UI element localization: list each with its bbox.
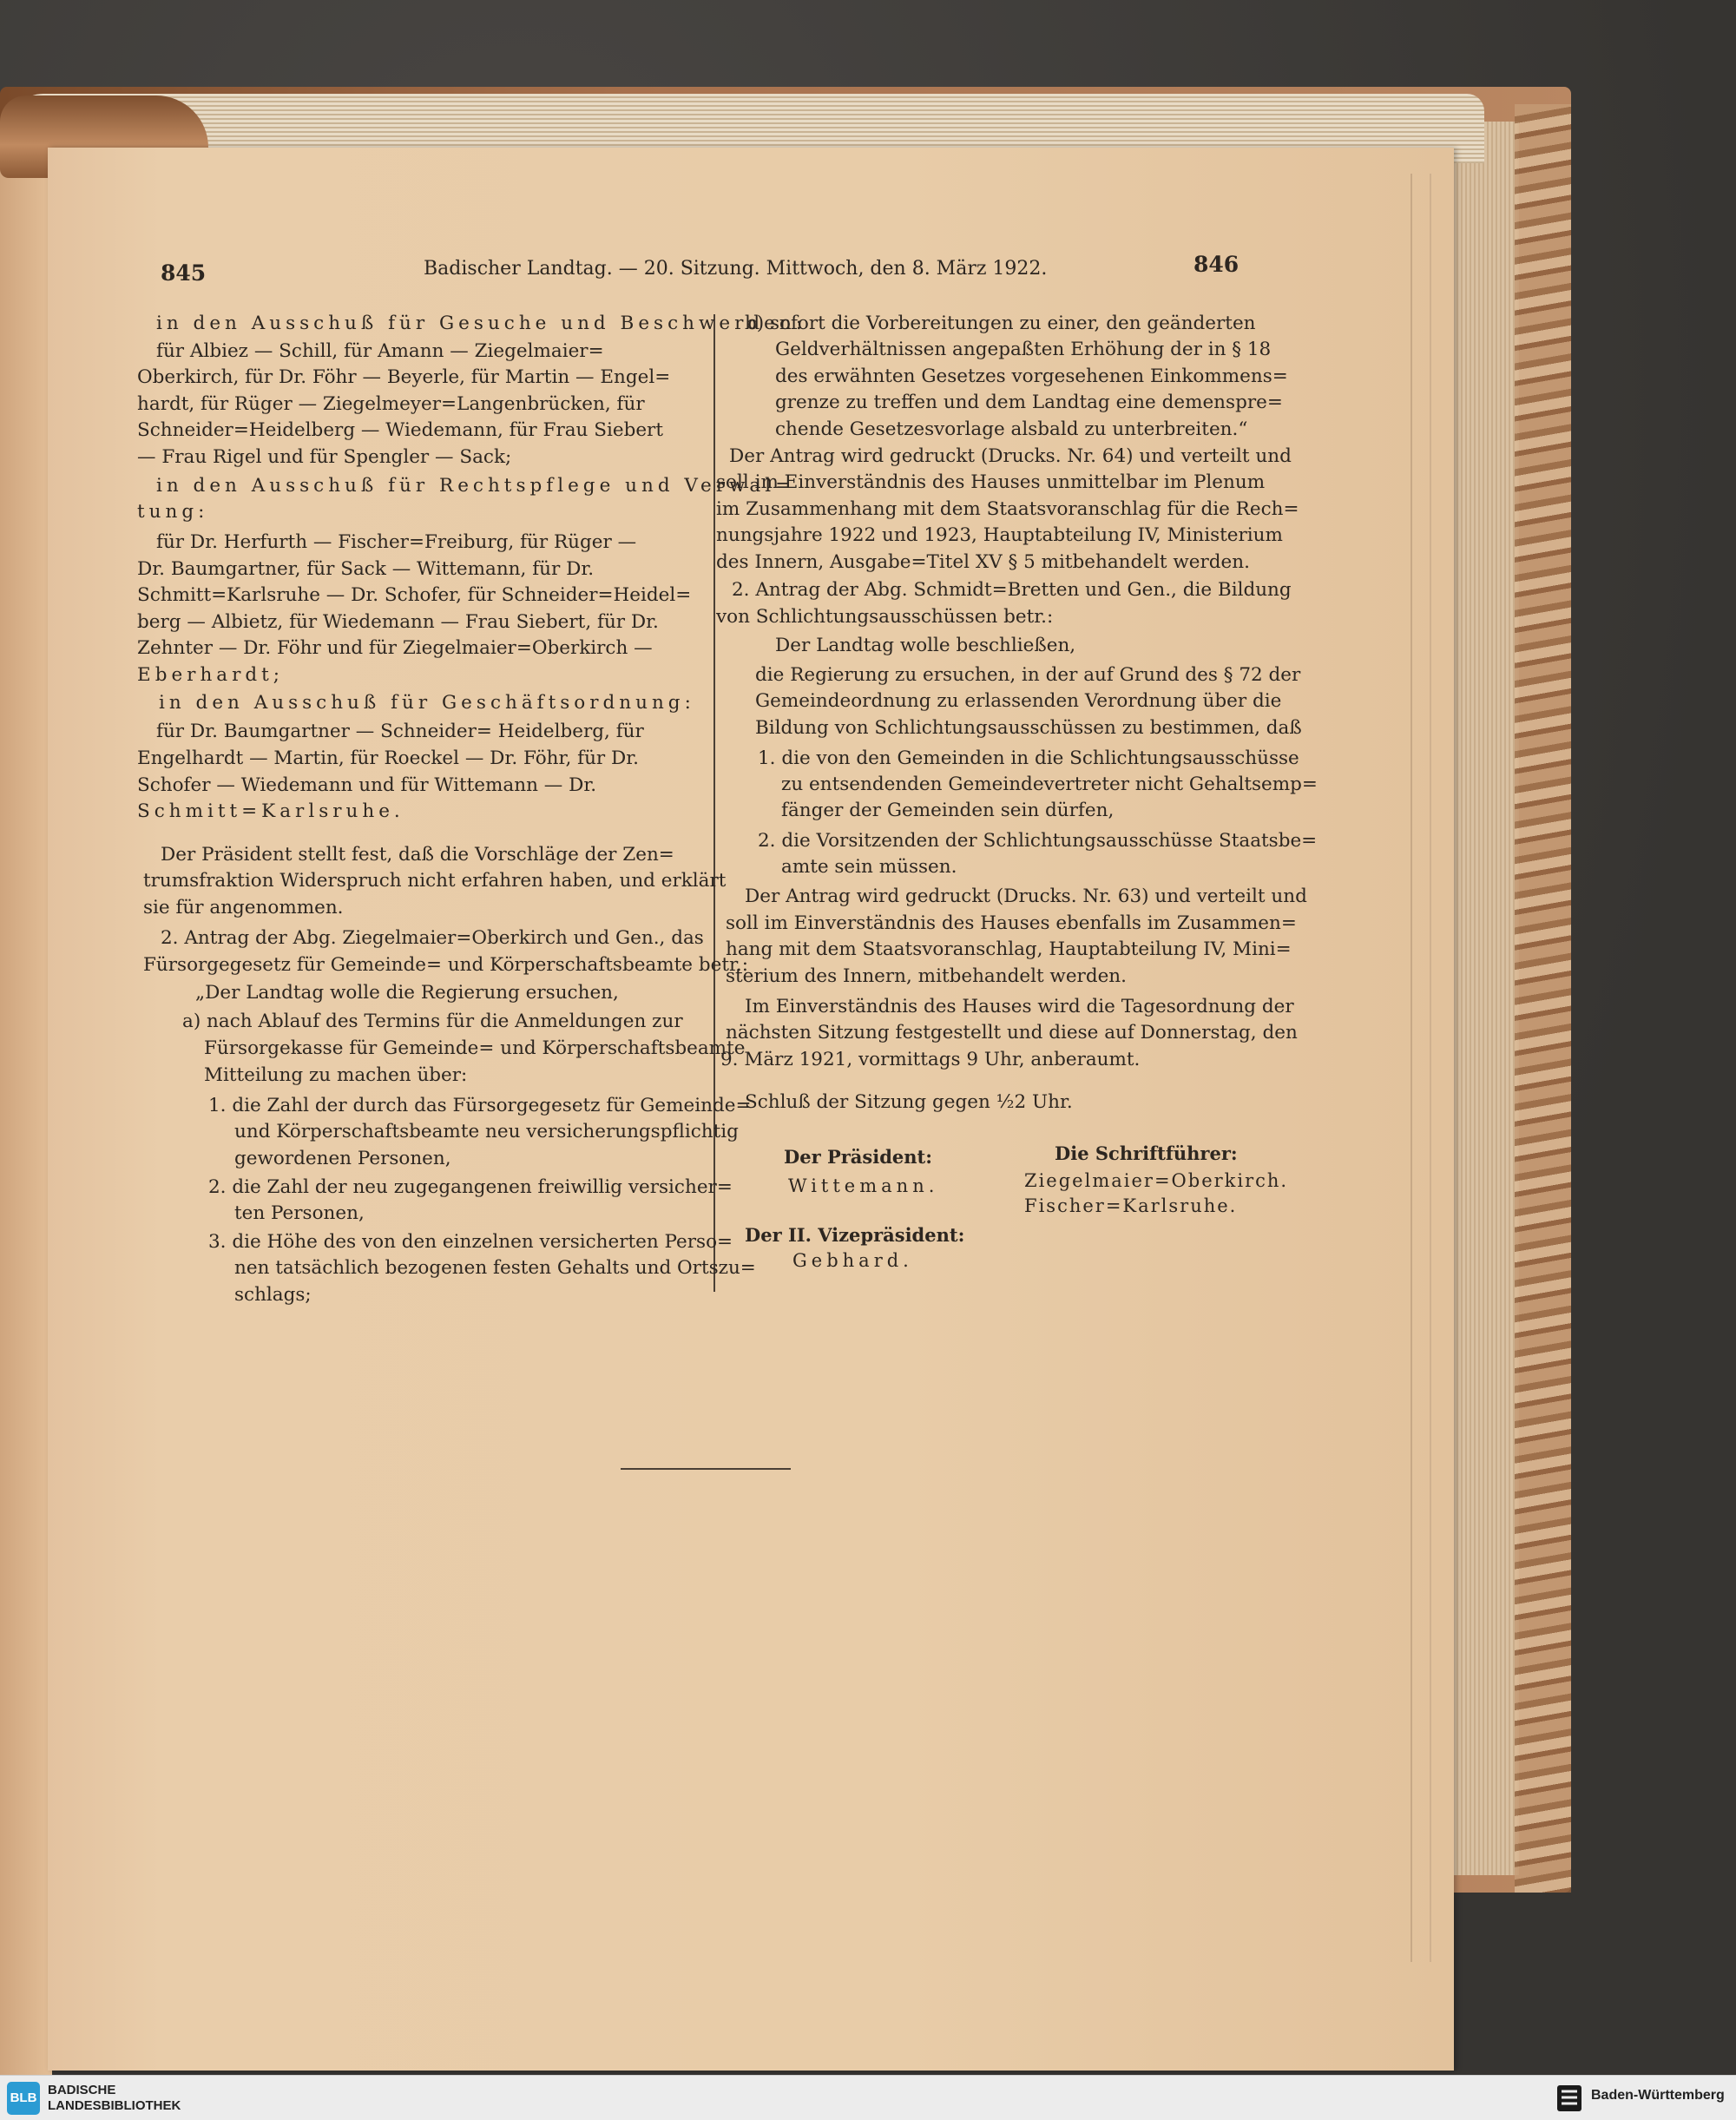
text-line: nen tatsächlich bezogenen festen Gehalts und Ortszu=: [234, 1257, 756, 1279]
text-line: a) nach Ablauf des Termins für die Anmeldungen zur: [182, 1011, 683, 1032]
running-title: Badischer Landtag. — 20. Sitzung. Mittwoch, den 8. März 1922.: [424, 258, 1048, 280]
text-line: 2. die Vorsitzenden der Schlichtungsausschüsse Staatsbe=: [758, 830, 1318, 852]
text-line: im Zusammenhang mit dem Staatsvoranschlag für die Rech=: [716, 498, 1299, 520]
text-line: nächsten Sitzung festgestellt und diese auf Donnerstag, den: [726, 1022, 1298, 1044]
text-line: Eberhardt;: [137, 664, 285, 686]
vice-president-name: Gebhard.: [792, 1250, 913, 1271]
text-line: Der Präsident stellt fest, daß die Vorschläge der Zen=: [161, 844, 674, 866]
text-line: Geldverhältnissen angepaßten Erhöhung der in § 18: [775, 339, 1272, 360]
text-line: 2. die Zahl der neu zugegangenen freiwillig versicher=: [208, 1176, 733, 1198]
text-line: sie für angenommen.: [143, 897, 344, 918]
text-line: Schmitt=Karlsruhe.: [137, 800, 404, 822]
text-line: Fürsorgegesetz für Gemeinde= und Körperschaftsbeamte betr.:: [143, 954, 748, 976]
text-line: trumsfraktion Widerspruch nicht erfahren haben, und erklärt: [143, 870, 727, 892]
text-line: 1. die Zahl der durch das Fürsorgegesetz für Gemeinde=: [208, 1095, 752, 1116]
text-line: Im Einverständnis des Hauses wird die Tagesordnung der: [745, 996, 1294, 1017]
text-line: von Schlichtungsausschüssen betr.:: [716, 606, 1054, 628]
text-line: Engelhardt — Martin, für Roeckel — Dr. Föhr, für Dr.: [137, 747, 640, 769]
text-line: Gemeindeordnung zu erlassenden Verordnung über die: [755, 690, 1282, 712]
text-line: — Frau Rigel und für Spengler — Sack;: [137, 446, 512, 468]
text-line: und Körperschaftsbeamte neu versicherungspflichtig: [234, 1121, 739, 1142]
text-line: hang mit dem Staatsvoranschlag, Hauptabteilung IV, Mini=: [726, 938, 1292, 960]
baden-wuerttemberg-crest-icon[interactable]: [1554, 2083, 1585, 2114]
left-page-edge: [0, 139, 52, 2075]
baden-wuerttemberg-label[interactable]: Baden-Württemberg: [1591, 2088, 1725, 2103]
text-line: für Dr. Herfurth — Fischer=Freiburg, für Rüger —: [156, 531, 637, 553]
column-divider: [713, 314, 715, 1292]
end-rule: [621, 1468, 791, 1470]
page-number-left: 845: [161, 260, 207, 286]
text-line: Fürsorgekasse für Gemeinde= und Körperschaftsbeamte: [204, 1037, 746, 1059]
text-line: Bildung von Schlichtungsausschüssen zu bestimmen, daß: [755, 717, 1302, 739]
text-line: 2. Antrag der Abg. Schmidt=Bretten und Gen., die Bildung: [732, 579, 1292, 601]
text-line: die Regierung zu ersuchen, in der auf Grund des § 72 der: [755, 664, 1301, 686]
text-line: schlags;: [234, 1284, 312, 1306]
text-line: zu entsendenden Gemeindevertreter nicht Gehaltsemp=: [781, 774, 1318, 795]
text-line: gewordenen Personen,: [234, 1148, 451, 1169]
text-line: Der Antrag wird gedruckt (Drucks. Nr. 63) und verteilt und: [745, 886, 1307, 907]
text-line: nungsjahre 1922 und 1923, Hauptabteilung IV, Ministerium: [716, 524, 1283, 546]
text-line: soll im Einverständnis des Hauses ebenfalls im Zusammen=: [726, 912, 1297, 934]
vice-president-label: Der II. Vizepräsident:: [745, 1224, 965, 1246]
secretary-1-name: Ziegelmaier=Oberkirch.: [1024, 1170, 1289, 1191]
text-line: Mitteilung zu machen über:: [204, 1064, 468, 1086]
text-line: in den Ausschuß für Rechtspflege und Verwal=: [156, 475, 796, 497]
text-line: Der Antrag wird gedruckt (Drucks. Nr. 64) und verteilt und: [729, 445, 1292, 467]
text-line: soll im Einverständnis des Hauses unmittelbar im Plenum: [716, 471, 1266, 493]
text-line: des Innern, Ausgabe=Titel XV § 5 mitbehandelt werden.: [716, 551, 1250, 573]
text-line: Schmitt=Karlsruhe — Dr. Schofer, für Schneider=Heidel=: [137, 584, 692, 606]
text-line: Schofer — Wiedemann und für Wittemann — Dr.: [137, 774, 597, 796]
blb-library-name[interactable]: BADISCHE LANDESBIBLIOTHEK: [48, 2083, 181, 2113]
text-line: Dr. Baumgartner, für Sack — Wittemann, für Dr.: [137, 558, 595, 580]
text-line: b) sofort die Vorbereitungen zu einer, den geänderten: [745, 313, 1256, 334]
text-line: chende Gesetzesvorlage alsbald zu unterbreiten.“: [775, 418, 1248, 440]
text-line: des erwähnten Gesetzes vorgesehenen Einkommens=: [775, 365, 1288, 387]
text-line: Zehnter — Dr. Föhr und für Ziegelmaier=Oberkirch —: [137, 637, 653, 659]
president-label: Der Präsident:: [784, 1146, 932, 1168]
text-line: 9. März 1921, vormittags 9 Uhr, anberaumt.: [720, 1049, 1141, 1070]
text-line: grenze zu treffen und dem Landtag eine demenspre=: [775, 392, 1283, 413]
page-number-right: 846: [1194, 252, 1240, 277]
text-line: Schluß der Sitzung gegen ½2 Uhr.: [745, 1091, 1073, 1113]
text-line: berg — Albietz, für Wiedemann — Frau Siebert, für Dr.: [137, 611, 659, 633]
text-line: tung:: [137, 501, 209, 523]
text-line: „Der Landtag wolle die Regierung ersuchen,: [195, 982, 619, 1004]
text-line: fänger der Gemeinden sein dürfen,: [781, 800, 1115, 821]
marbled-cover-edge: [1515, 104, 1571, 1893]
text-line: ten Personen,: [234, 1202, 365, 1224]
text-line: amte sein müssen.: [781, 856, 957, 878]
text-line: Oberkirch, für Dr. Föhr — Beyerle, für Martin — Engel=: [137, 366, 671, 388]
text-line: 1. die von den Gemeinden in die Schlichtungsausschüsse: [758, 747, 1299, 769]
text-line: für Dr. Baumgartner — Schneider= Heidelberg, für: [156, 721, 644, 742]
blb-logo[interactable]: BLB: [7, 2082, 40, 2115]
secretaries-label: Die Schriftführer:: [1055, 1142, 1238, 1164]
secretary-2-name: Fischer=Karlsruhe.: [1024, 1195, 1238, 1216]
text-line: hardt, für Rüger — Ziegelmeyer=Langenbrücken, für: [137, 393, 645, 415]
text-line: in den Ausschuß für Geschäftsordnung:: [159, 692, 695, 714]
text-line: sterium des Innern, mitbehandelt werden.: [726, 965, 1127, 987]
page-fore-edge: [1410, 174, 1431, 1962]
text-line: in den Ausschuß für Gesuche und Beschwerden:: [156, 313, 806, 334]
president-name: Wittemann.: [788, 1175, 939, 1196]
text-line: 3. die Höhe des von den einzelnen versicherten Perso=: [208, 1231, 733, 1253]
text-line: 2. Antrag der Abg. Ziegelmaier=Oberkirch und Gen., das: [161, 927, 704, 949]
text-line: Der Landtag wolle beschließen,: [775, 635, 1076, 656]
text-line: Schneider=Heidelberg — Wiedemann, für Frau Siebert: [137, 419, 663, 441]
footer-bar: [0, 2075, 1736, 2120]
text-line: für Albiez — Schill, für Amann — Ziegelmaier=: [156, 340, 604, 362]
